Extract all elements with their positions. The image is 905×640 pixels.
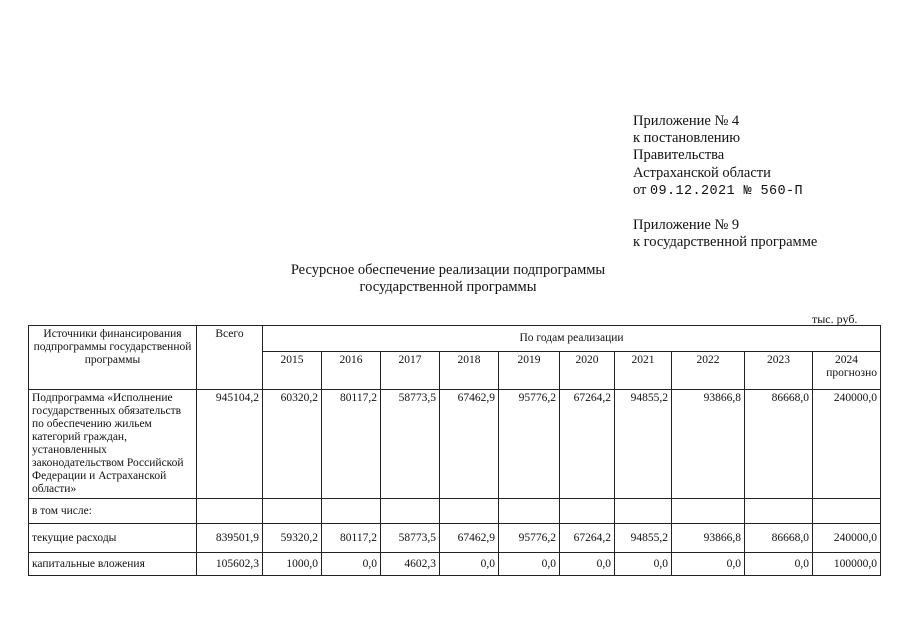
row-source: Подпрограмма «Исполнение государственных обязательств по обеспечению жильем категорий граждан, установленных законодательством Российской Федерации и Астраханской области» <box>29 390 197 499</box>
row-value: 67462,9 <box>440 390 499 499</box>
appendix4-line2: к постановлению <box>633 130 741 147</box>
title-line2: государственной программы <box>359 279 537 295</box>
empty-cell <box>499 499 560 524</box>
empty-cell <box>322 499 381 524</box>
table-row-including <box>29 499 881 524</box>
row-value: 86668,0 <box>745 390 813 499</box>
row-value: 95776,2 <box>499 390 560 499</box>
year-cell: 2019 <box>499 352 560 390</box>
financing-table <box>28 325 881 576</box>
appendix4-date: 09.12.2021 № 560-П <box>650 183 804 199</box>
row-value: 4602,3 <box>381 553 440 576</box>
document-title <box>260 262 636 296</box>
year-cell: 2021 <box>615 352 672 390</box>
row-total: 839501,9 <box>197 524 263 553</box>
empty-cell <box>381 499 440 524</box>
row-source: капитальные вложения <box>29 553 197 576</box>
row-value: 67264,2 <box>560 390 615 499</box>
appendix-header <box>633 113 817 251</box>
row-value: 60320,2 <box>263 390 322 499</box>
row-value: 240000,0 <box>813 524 881 553</box>
empty-cell <box>813 499 881 524</box>
header-years: По годам реализации <box>263 326 881 352</box>
table-row-subprogram <box>29 390 881 499</box>
row-value: 0,0 <box>615 553 672 576</box>
empty-cell <box>197 499 263 524</box>
year-cell-last <box>813 352 881 390</box>
header-total: Всего <box>197 326 263 390</box>
appendix9-line1: Приложение № 9 <box>633 217 740 234</box>
row-value: 95776,2 <box>499 524 560 553</box>
appendix4-line3: Правительства <box>633 147 725 164</box>
row-value: 93866,8 <box>672 524 745 553</box>
row-total: 945104,2 <box>197 390 263 499</box>
year-last: 2024 <box>835 354 858 366</box>
appendix4-line4: Астраханской области <box>633 164 771 181</box>
row-total: 105602,3 <box>197 553 263 576</box>
row-value: 0,0 <box>440 553 499 576</box>
row-value: 58773,5 <box>381 390 440 499</box>
row-value: 1000,0 <box>263 553 322 576</box>
row-value: 0,0 <box>322 553 381 576</box>
row-value: 80117,2 <box>322 390 381 499</box>
row-source: в том числе: <box>29 499 197 524</box>
row-value: 93866,8 <box>672 390 745 499</box>
empty-cell <box>672 499 745 524</box>
year-cell: 2016 <box>322 352 381 390</box>
year-cell: 2018 <box>440 352 499 390</box>
appendix4-line1: Приложение № 4 <box>633 113 740 129</box>
row-value: 0,0 <box>745 553 813 576</box>
row-source: текущие расходы <box>29 524 197 553</box>
row-value: 58773,5 <box>381 524 440 553</box>
year-cell: 2023 <box>745 352 813 390</box>
row-value: 86668,0 <box>745 524 813 553</box>
year-cell: 2022 <box>672 352 745 390</box>
year-last-note: прогнозно <box>826 367 877 379</box>
appendix9-line2: к государственной программе <box>633 234 818 251</box>
header-source: Источники финансирования подпрограммы государственной программы <box>29 326 197 390</box>
row-value: 240000,0 <box>813 390 881 499</box>
appendix4-date-prefix: от <box>633 181 647 198</box>
row-value: 94855,2 <box>615 390 672 499</box>
row-value: 67462,9 <box>440 524 499 553</box>
empty-cell <box>560 499 615 524</box>
row-value: 80117,2 <box>322 524 381 553</box>
row-value: 59320,2 <box>263 524 322 553</box>
year-cell: 2020 <box>560 352 615 390</box>
empty-cell <box>745 499 813 524</box>
appendix-spacer <box>633 200 817 217</box>
empty-cell <box>440 499 499 524</box>
table-row-capital <box>29 553 881 576</box>
empty-cell <box>615 499 672 524</box>
appendix4-date-line <box>633 182 817 200</box>
table-header-row <box>29 326 881 352</box>
row-value: 94855,2 <box>615 524 672 553</box>
units-label: тыс. руб. <box>812 312 858 326</box>
table-row-current <box>29 524 881 553</box>
title-line1: Ресурсное обеспечение реализации подпрограммы <box>290 262 606 278</box>
row-value: 67264,2 <box>560 524 615 553</box>
year-cell: 2017 <box>381 352 440 390</box>
row-value: 100000,0 <box>813 553 881 576</box>
empty-cell <box>263 499 322 524</box>
row-value: 0,0 <box>560 553 615 576</box>
row-value: 0,0 <box>672 553 745 576</box>
year-cell: 2015 <box>263 352 322 390</box>
row-value: 0,0 <box>499 553 560 576</box>
